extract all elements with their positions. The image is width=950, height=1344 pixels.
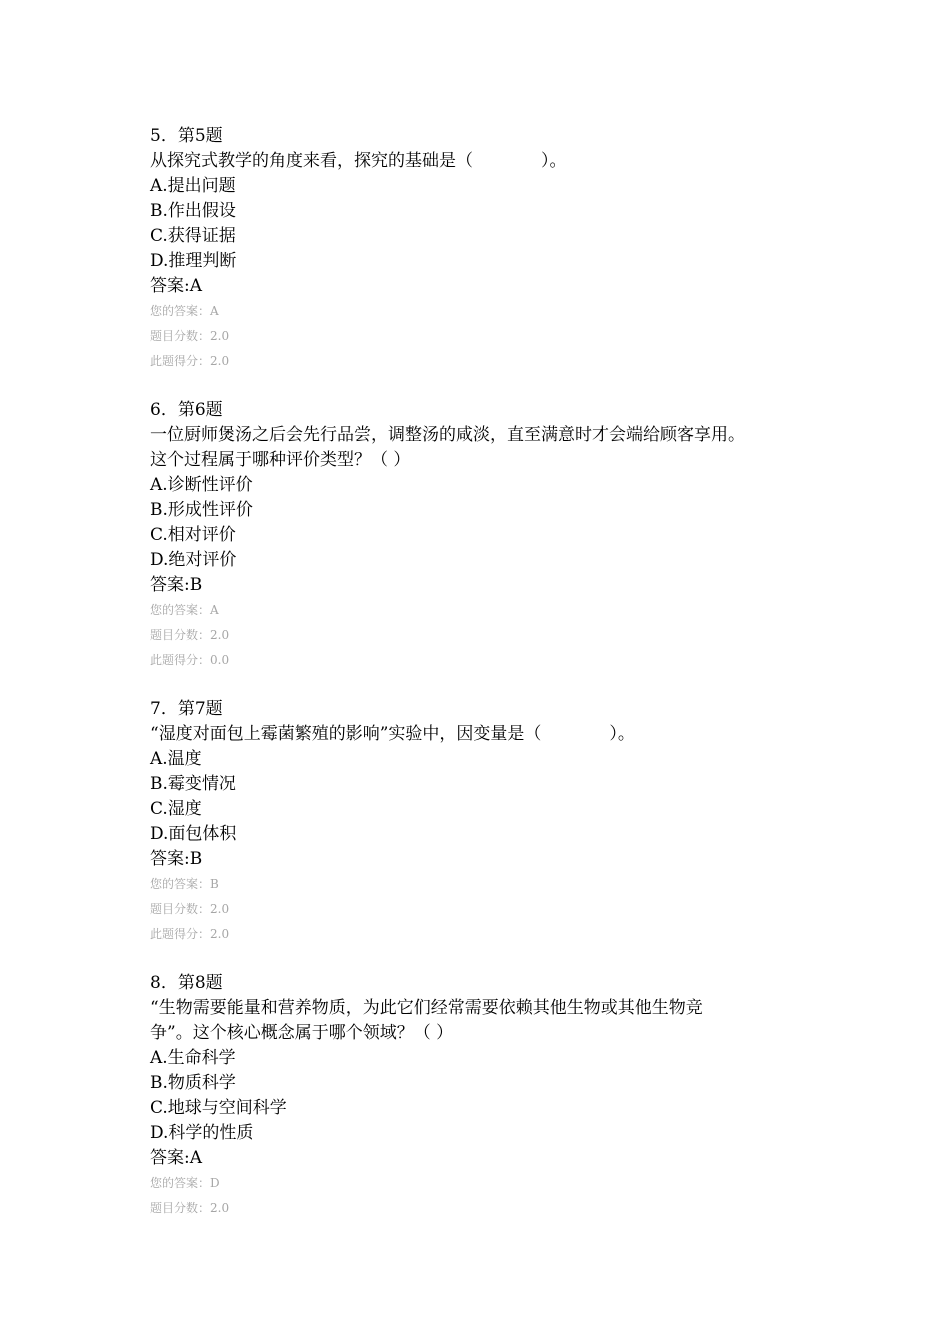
question-header: 8．第8题: [150, 973, 223, 993]
question-score: 题目分数：2.0: [150, 1201, 230, 1215]
question-8: [150, 971, 850, 1221]
correct-answer: 答案:B: [150, 849, 203, 869]
option-c: C.地球与空间科学: [150, 1098, 287, 1118]
question-6: [150, 398, 850, 673]
correct-answer: 答案:A: [150, 276, 203, 296]
option-c: C.相对评价: [150, 525, 236, 545]
question-stem-line-2: 这个过程属于哪种评价类型？（ ）: [150, 450, 411, 470]
your-answer: 您的答案：A: [150, 603, 219, 617]
question-score: 题目分数：2.0: [150, 902, 230, 916]
option-d: D.面包体积: [150, 824, 237, 844]
earned-score: 此题得分：2.0: [150, 927, 230, 941]
correct-answer: 答案:B: [150, 575, 203, 595]
earned-score: 此题得分：2.0: [150, 354, 230, 368]
your-answer: 您的答案：B: [150, 877, 219, 891]
question-5: [150, 124, 850, 374]
option-b: B.霉变情况: [150, 774, 236, 794]
option-b: B.形成性评价: [150, 500, 253, 520]
question-score: 题目分数：2.0: [150, 329, 230, 343]
your-answer: 您的答案：A: [150, 304, 219, 318]
correct-answer: 答案:A: [150, 1148, 203, 1168]
option-b: B.作出假设: [150, 201, 236, 221]
question-stem-line-2: 争”。这个核心概念属于哪个领域？（ ）: [150, 1023, 454, 1043]
spacer: [150, 673, 850, 697]
your-answer: 您的答案：D: [150, 1176, 220, 1190]
question-stem-line-1: 一位厨师煲汤之后会先行品尝，调整汤的咸淡，直至满意时才会端给顾客享用。: [150, 425, 745, 445]
option-b: B.物质科学: [150, 1073, 236, 1093]
option-a: A.生命科学: [150, 1048, 236, 1068]
option-c: C.获得证据: [150, 226, 236, 246]
question-stem: “湿度对面包上霉菌繁殖的影响”实验中，因变量是（ ）。: [150, 724, 635, 744]
option-a: A.温度: [150, 749, 202, 769]
option-d: D.推理判断: [150, 251, 237, 271]
question-stem-line-1: “生物需要能量和营养物质，为此它们经常需要依赖其他生物或其他生物竞: [150, 998, 703, 1018]
option-a: A.诊断性评价: [150, 475, 253, 495]
option-d: D.科学的性质: [150, 1123, 254, 1143]
question-stem: 从探究式教学的角度来看，探究的基础是（ ）。: [150, 151, 567, 171]
question-header: 6．第6题: [150, 400, 223, 420]
question-7: [150, 697, 850, 947]
question-score: 题目分数：2.0: [150, 628, 230, 642]
quiz-document: [150, 124, 850, 1221]
spacer: [150, 374, 850, 398]
question-header: 5．第5题: [150, 126, 223, 146]
option-c: C.湿度: [150, 799, 202, 819]
option-d: D.绝对评价: [150, 550, 237, 570]
earned-score: 此题得分：0.0: [150, 653, 230, 667]
option-a: A.提出问题: [150, 176, 236, 196]
question-header: 7．第7题: [150, 699, 223, 719]
spacer: [150, 947, 850, 971]
